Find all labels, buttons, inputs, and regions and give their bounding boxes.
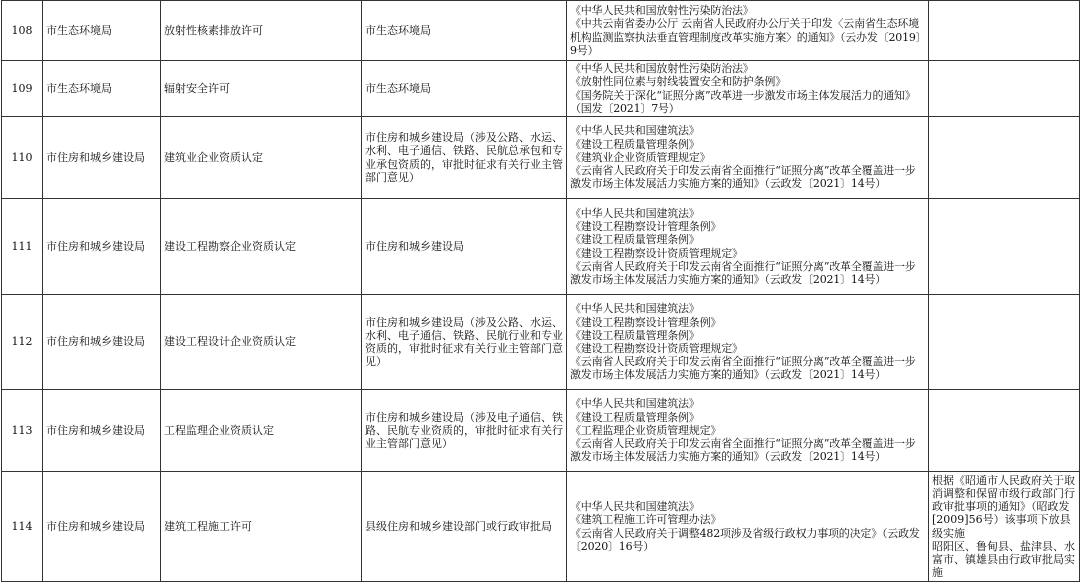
table-row (2, 390, 1080, 472)
legal-basis-cell: 《中华人民共和国放射性污染防治法》 《中共云南省委办公厅 云南省人民政府办公厅关于印发〈云南省生态环境机构监测监察执法垂直管理制度改革实施方案〉的通知》（云办发〔2019〕9号） (567, 1, 929, 61)
handling-authority-cell: 县级住房和城乡建设部门或行政审批局 (362, 472, 567, 582)
handling-authority-cell: 市生态环境局 (362, 1, 567, 61)
table-row (2, 472, 1080, 582)
legal-basis-cell: 《中华人民共和国放射性污染防治法》 《放射性同位素与射线装置安全和防护条例》 《国务院关于深化“证照分离”改革进一步激发市场主体发展活力的通知》（国发〔2021〕7号） (567, 61, 929, 117)
table-row (2, 295, 1080, 390)
row-number: 114 (2, 472, 43, 582)
permit-table (1, 0, 1080, 582)
legal-basis-cell: 《中华人民共和国建筑法》 《建筑工程施工许可管理办法》 《云南省人民政府关于调整482项涉及省级行政权力事项的决定》（云政发〔2020〕16号） (567, 472, 929, 582)
row-number: 108 (2, 1, 43, 61)
table-row (2, 117, 1080, 199)
handling-authority-cell: 市住房和城乡建设局（涉及公路、水运、水利、电子通信、铁路、民航行业和专业资质的，审批时征求有关行业主管部门意见） (362, 295, 567, 390)
remarks-cell (929, 199, 1080, 295)
handling-authority-cell: 市生态环境局 (362, 61, 567, 117)
legal-basis-cell: 《中华人民共和国建筑法》 《建设工程勘察设计管理条例》 《建设工程质量管理条例》 《建设工程勘察设计资质管理规定》 《云南省人民政府关于印发云南省全面推行“证照分离”改革全覆盖进一步激发市场主体发展活力实施方案的通知》（云政发〔2021〕14号） (567, 295, 929, 390)
department-cell: 市住房和城乡建设局 (43, 295, 161, 390)
legal-basis-cell: 《中华人民共和国建筑法》 《建设工程质量管理条例》 《建筑业企业资质管理规定》 《云南省人民政府关于印发云南省全面推行“证照分离”改革全覆盖进一步激发市场主体发展活力实施方案的通知》（云政发〔2021〕14号） (567, 117, 929, 199)
table-body (2, 1, 1080, 582)
row-number: 109 (2, 61, 43, 117)
row-number: 112 (2, 295, 43, 390)
remarks-cell (929, 295, 1080, 390)
permit-item-cell: 工程监理企业资质认定 (161, 390, 362, 472)
handling-authority-cell: 市住房和城乡建设局 (362, 199, 567, 295)
remarks-cell (929, 390, 1080, 472)
department-cell: 市住房和城乡建设局 (43, 117, 161, 199)
handling-authority-cell: 市住房和城乡建设局（涉及公路、水运、水利、电子通信、铁路、民航总承包和专业承包资质的，审批时征求有关行业主管部门意见） (362, 117, 567, 199)
remarks-cell: 根据《昭通市人民政府关于取消调整和保留市级行政部门行政审批事项的通知》（昭政发[2009]56号）该事项下放县级实施 昭阳区、鲁甸县、盐津县、水富市、镇雄县由行政审批局实施 (929, 472, 1080, 582)
row-number: 110 (2, 117, 43, 199)
legal-basis-cell: 《中华人民共和国建筑法》 《建设工程勘察设计管理条例》 《建设工程质量管理条例》 《建设工程勘察设计资质管理规定》 《云南省人民政府关于印发云南省全面推行“证照分离”改革全覆盖进一步激发市场主体发展活力实施方案的通知》（云政发〔2021〕14号） (567, 199, 929, 295)
row-number: 111 (2, 199, 43, 295)
department-cell: 市生态环境局 (43, 1, 161, 61)
row-number: 113 (2, 390, 43, 472)
legal-basis-cell: 《中华人民共和国建筑法》 《建设工程质量管理条例》 《工程监理企业资质管理规定》 《云南省人民政府关于印发云南省全面推行“证照分离”改革全覆盖进一步激发市场主体发展活力实施方案的通知》（云政发〔2021〕14号） (567, 390, 929, 472)
remarks-cell (929, 1, 1080, 61)
remarks-cell (929, 61, 1080, 117)
permit-item-cell: 建筑业企业资质认定 (161, 117, 362, 199)
table-row (2, 61, 1080, 117)
permit-item-cell: 放射性核素排放许可 (161, 1, 362, 61)
remarks-cell (929, 117, 1080, 199)
table-row (2, 199, 1080, 295)
permit-item-cell: 建筑工程施工许可 (161, 472, 362, 582)
permit-item-cell: 建设工程设计企业资质认定 (161, 295, 362, 390)
handling-authority-cell: 市住房和城乡建设局（涉及电子通信、铁路、民航专业资质的，审批时征求有关行业主管部门意见） (362, 390, 567, 472)
table-row (2, 1, 1080, 61)
permit-item-cell: 辐射安全许可 (161, 61, 362, 117)
department-cell: 市生态环境局 (43, 61, 161, 117)
permit-item-cell: 建设工程勘察企业资质认定 (161, 199, 362, 295)
department-cell: 市住房和城乡建设局 (43, 390, 161, 472)
department-cell: 市住房和城乡建设局 (43, 472, 161, 582)
department-cell: 市住房和城乡建设局 (43, 199, 161, 295)
